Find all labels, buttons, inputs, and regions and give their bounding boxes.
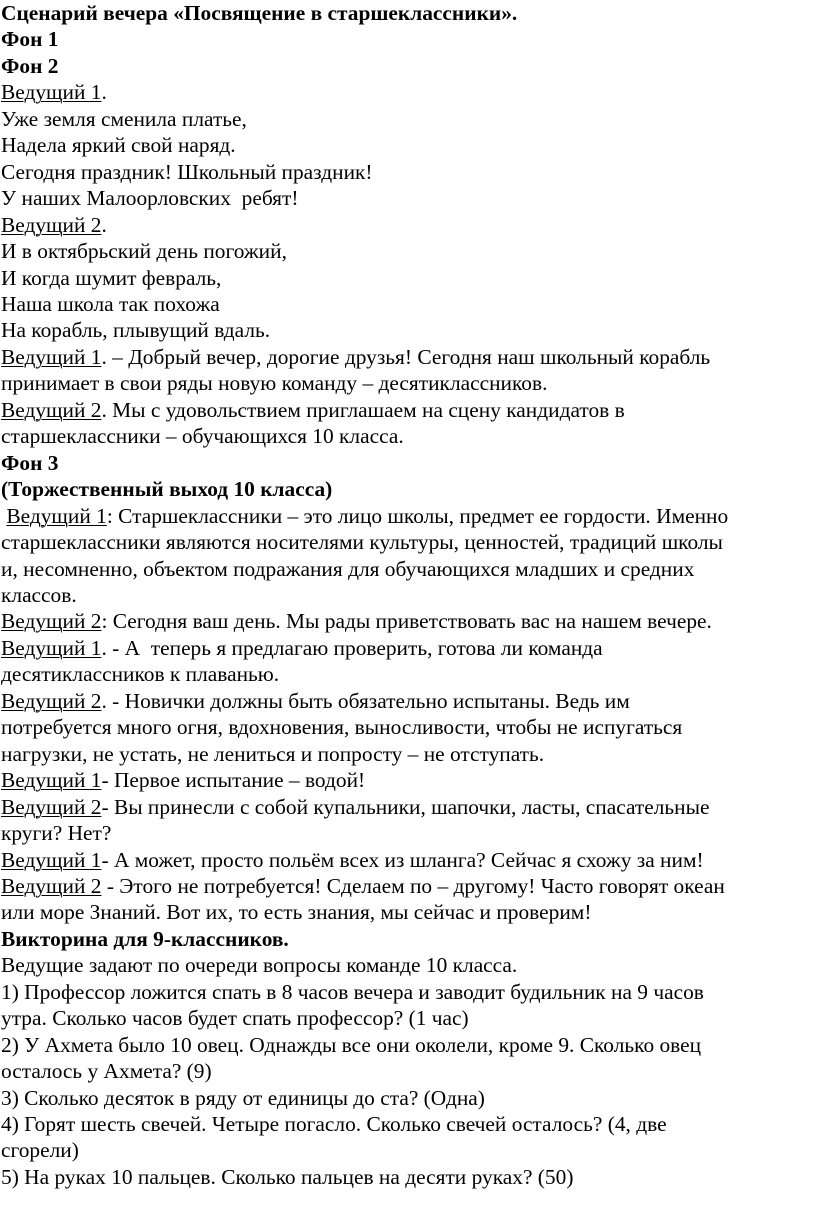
speaker-text: . - А теперь я предлагаю проверить, готова ли команда [101,635,603,660]
speaker-label: Ведущий 2 [1,873,102,898]
speaker-text: - Вы принесли с собой купальники, шапочки, ласты, спасательные [101,794,710,819]
page-title: Сценарий вечера «Посвящение в старшеклассники». [1,1,518,25]
text-line: Сегодня праздник! Школьный праздник! [1,159,373,184]
text-line: старшеклассники являются носителями культуры, ценностей, традиций школы [1,530,723,555]
text-line: И в октябрьский день погожий, [1,239,287,264]
speaker-label: Ведущий 2 [1,397,102,422]
speaker-label: Ведущий 2 [1,688,102,713]
speaker-label: Ведущий 1 [1,635,102,660]
text-line: И когда шумит февраль, [1,265,222,290]
text-line: принимает в свои ряды новую команду – десятиклассников. [1,371,548,396]
quiz-question: 1) Профессор ложится спать в 8 часов вечера и заводит будильник на 9 часов [1,979,704,1004]
speaker-text: . - Новички должны быть обязательно испытаны. Ведь им [101,688,630,713]
speaker-line [1,635,816,661]
text-line: классов. [1,582,77,607]
text-line: потребуется много огня, вдохновения, выносливости, чтобы не испугаться [1,715,683,740]
speaker-label: Ведущий 1 [6,503,107,528]
quiz-question: 3) Сколько десяток в ряду от единицы до ста? (Одна) [1,1085,485,1110]
quiz-question: утра. Сколько часов будет спать профессор? (1 час) [1,1006,469,1031]
speaker-label: Ведущий 1 [1,768,102,793]
quiz-question: 2) У Ахмета было 10 овец. Однажды все они околели, кроме 9. Сколько овец [1,1032,702,1057]
text-line: Наша школа так похожа [1,291,220,316]
quiz-heading: Викторина для 9-классников. [1,926,289,951]
ceremonial-exit-heading: (Торжественный выход 10 класса) [1,477,333,502]
background-3-heading: Фон 3 [1,450,59,475]
speaker-label: Ведущий 1 [1,80,102,105]
speaker-line [1,794,816,820]
background-2-heading: Фон 2 [1,53,59,78]
speaker-line: Ведущий 2. [1,212,107,237]
text-line: Надела яркий свой наряд. [1,133,236,158]
text-line: старшеклассники – обучающихся 10 класса. [1,424,404,449]
speaker-label: Ведущий 1 [1,344,102,369]
background-1-heading: Фон 1 [1,27,59,52]
text-line: десятиклассников к плаванью. [1,662,280,687]
speaker-line [1,688,816,714]
speaker-label: Ведущий 2 [1,794,102,819]
speaker-label: Ведущий 2 [1,609,102,634]
speaker-text: - Этого не потребуется! Сделаем по – другому! Часто говорят океан [101,873,725,898]
speaker-text: : Сегодня ваш день. Мы рады приветствовать вас на нашем вечере. [101,609,712,634]
quiz-question: сгорели) [1,1138,79,1163]
speaker-line [1,608,816,634]
speaker-line [1,503,816,529]
speaker-label: Ведущий 2 [1,212,102,237]
speaker-text: - Первое испытание – водой! [101,768,366,793]
text-line: и, несомненно, объектом подражания для обучающихся младших и средних [1,556,695,581]
speaker-line [1,344,816,370]
text-line: нагрузки, не устать, не лениться и попросту – не отступать. [1,741,545,766]
speaker-text: - А может, просто польём всех из шланга? Сейчас я схожу за ним! [101,847,704,872]
speaker-text: : Старшеклассники – это лицо школы, предмет ее гордости. Именно [106,503,729,528]
text-line: На корабль, плывущий вдаль. [1,318,271,343]
text-line: У наших Малоорловских ребят! [1,186,299,211]
speaker-line [1,397,816,423]
speaker-text: . – Добрый вечер, дорогие друзья! Сегодня наш школьный корабль [101,344,711,369]
text-line: или море Знаний. Вот их, то есть знания, мы сейчас и проверим! [1,900,592,925]
speaker-line [1,873,816,899]
speaker-line: Ведущий 1. [1,80,107,105]
quiz-question: 4) Горят шесть свечей. Четыре погасло. Сколько свечей осталось? (4, две [1,1112,667,1137]
speaker-line [1,767,816,793]
text-line: Уже земля сменила платье, [1,106,247,131]
quiz-question: осталось у Ахмета? (9) [1,1059,212,1084]
speaker-text: . Мы с удовольствием приглашаем на сцену кандидатов в [101,397,625,422]
text-line: Ведущие задают по очереди вопросы команде 10 класса. [1,953,518,978]
speaker-label: Ведущий 1 [1,847,102,872]
speaker-line [1,847,816,873]
quiz-question: 5) На руках 10 пальцев. Сколько пальцев на десяти руках? (50) [1,1164,574,1189]
text-line: круги? Нет? [1,821,112,846]
